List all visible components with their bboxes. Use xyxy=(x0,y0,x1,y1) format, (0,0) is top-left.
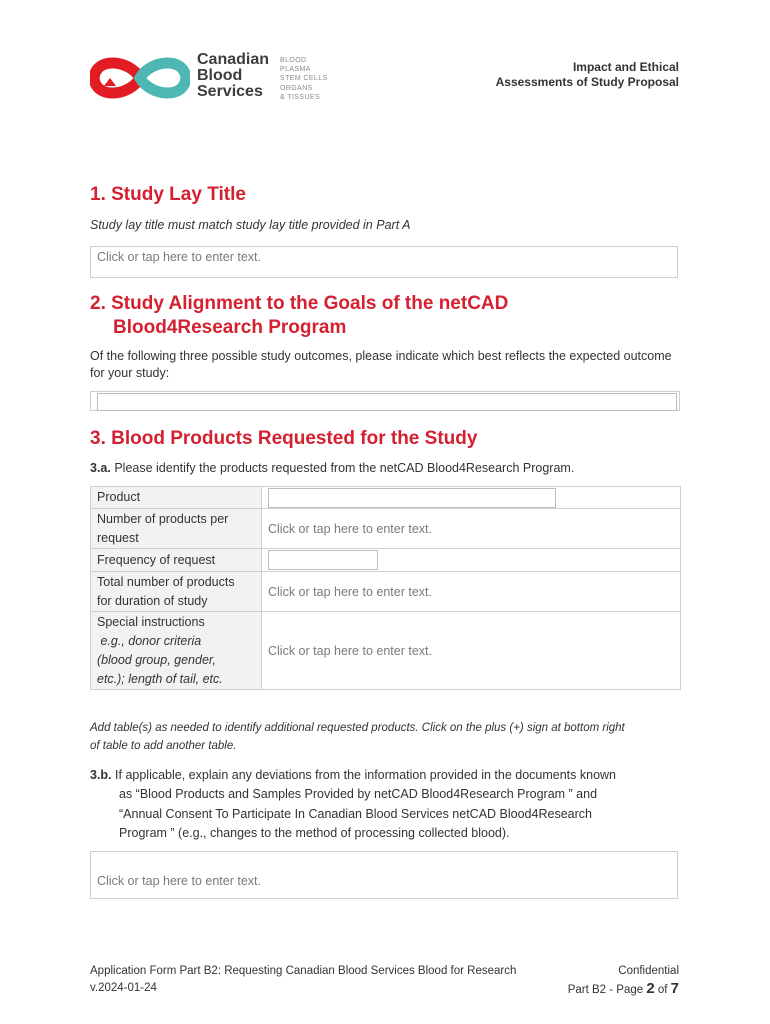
table-row xyxy=(91,612,681,690)
number-per-request-input[interactable]: Click or tap here to enter text. xyxy=(262,509,681,549)
placeholder-text: Click or tap here to enter text. xyxy=(97,250,261,264)
section-3a-text: 3.a. Please identify the products requested from the netCAD Blood4Research Program. xyxy=(90,461,575,475)
table-row xyxy=(91,509,681,549)
study-outcome-select-box[interactable] xyxy=(97,393,677,411)
table-row xyxy=(91,487,681,509)
deviations-input[interactable] xyxy=(90,851,678,899)
table-row xyxy=(91,549,681,572)
section-2-heading: 2. Study Alignment to the Goals of the netCAD Blood4Research Program xyxy=(90,293,509,338)
placeholder-text: Click or tap here to enter text. xyxy=(97,874,261,888)
footer-right: Confidential Part B2 - Page 2 of 7 xyxy=(567,965,679,997)
total-products-label: Total number of products for duration of study xyxy=(91,572,262,612)
section-3b-text: 3.b. If applicable, explain any deviations from the information provided in the documents known as “Blood Products and Samples Provided by netCAD Blood4Research Program ” and “Annual Consent To Participate In Canadian Blood Services netCAD Blood4Research Program ” (e.g., changes to the method of processing collected blood). xyxy=(90,768,617,840)
logo-tagline: BLOOD PLASMA STEM CELLS ORGANS & TISSUES xyxy=(280,57,328,101)
document-header-title: Impact and Ethical Assessments of Study Proposal xyxy=(495,60,679,89)
product-value xyxy=(262,487,681,509)
special-instructions-label: Special instructions e.g., donor criteria (blood group, gender, etc.); length of tail, etc. xyxy=(91,612,262,690)
add-table-note: Add table(s) as needed to identify additional requested products. Click on the plus (+) sign at bottom right of table to add another table. xyxy=(90,722,625,752)
product-input[interactable] xyxy=(268,488,556,508)
frequency-input[interactable] xyxy=(268,550,378,570)
number-per-request-label: Number of products per request xyxy=(91,509,262,549)
study-outcome-dropdown[interactable] xyxy=(90,391,680,411)
footer-left: Application Form Part B2: Requesting Canadian Blood Services Blood for Research v.2024-01-24 xyxy=(90,965,517,994)
infinity-logo-icon xyxy=(90,52,190,104)
total-products-input[interactable]: Click or tap here to enter text. xyxy=(262,572,681,612)
section-1-heading: 1. Study Lay Title xyxy=(90,184,246,205)
section-2-text: Of the following three possible study outcomes, please indicate which best reflects the expected outcome for your study: xyxy=(90,349,672,380)
canadian-blood-services-logo xyxy=(90,52,340,104)
page-number: Part B2 - Page 2 of 7 xyxy=(567,980,679,997)
table-row xyxy=(91,572,681,612)
frequency-value xyxy=(262,549,681,572)
study-lay-title-input[interactable] xyxy=(90,246,678,278)
product-label: Product xyxy=(91,487,262,509)
special-instructions-input[interactable]: Click or tap here to enter text. xyxy=(262,612,681,690)
section-3-heading: 3. Blood Products Requested for the Study xyxy=(90,428,478,449)
products-table xyxy=(90,486,681,690)
section-1-note: Study lay title must match study lay title provided in Part A xyxy=(90,218,411,232)
logo-wordmark: Canadian Blood Services xyxy=(197,51,270,100)
frequency-label: Frequency of request xyxy=(91,549,262,572)
